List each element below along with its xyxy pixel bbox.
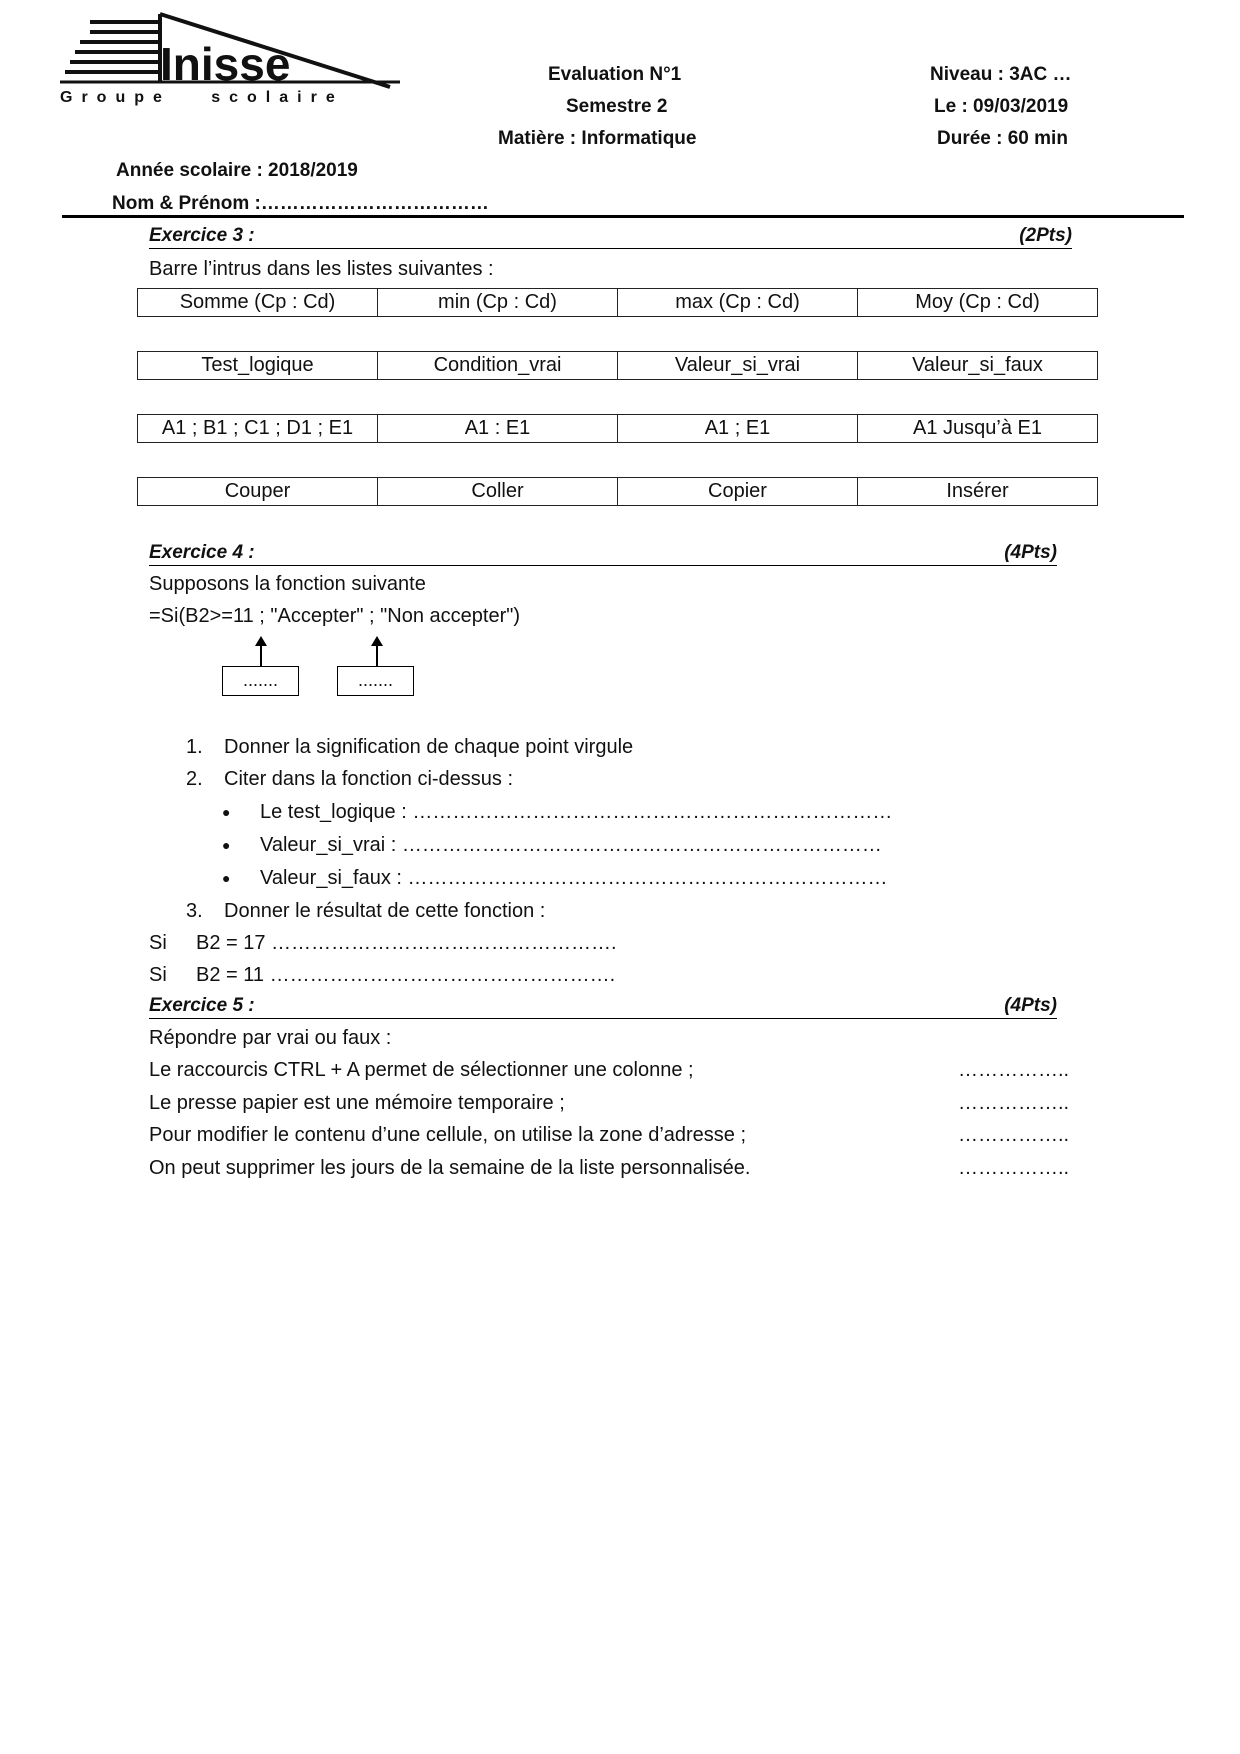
answer-blank[interactable]: …………….. — [958, 1157, 1070, 1179]
bullet-icon: ● — [222, 870, 231, 886]
bullet-icon: ● — [222, 804, 231, 820]
option-cell[interactable]: Test_logique — [138, 352, 378, 380]
option-cell[interactable]: Couper — [138, 478, 378, 506]
question-3: Donner le résultat de cette fonction : — [224, 900, 546, 922]
question-1: Donner la signification de chaque point virgule — [224, 736, 634, 758]
result-b2-17: B2 = 17 ……………………………………………. — [196, 932, 617, 954]
niveau: Niveau : 3AC … — [930, 64, 1072, 85]
school-logo — [60, 12, 400, 112]
question-2: Citer dans la fonction ci-dessus : — [224, 768, 514, 790]
exam-date: Le : 09/03/2019 — [934, 96, 1069, 117]
option-cell[interactable]: Coller — [378, 478, 618, 506]
exercice-5-title — [149, 994, 1057, 1019]
option-cell[interactable]: A1 : E1 — [378, 415, 618, 443]
option-cell[interactable]: Valeur_si_faux — [858, 352, 1098, 380]
exercice-3-instruction: Barre l’intrus dans les listes suivantes : — [149, 258, 494, 280]
bullet-test-logique: Le test_logique : ……………………………………………………………… — [260, 801, 893, 823]
annee-scolaire: Année scolaire : 2018/2019 — [116, 160, 358, 181]
answer-box-1[interactable]: ....... — [222, 666, 299, 696]
option-cell[interactable]: min (Cp : Cd) — [378, 289, 618, 317]
option-list-3 — [137, 414, 1098, 443]
arrow-shaft — [376, 644, 378, 666]
answer-blank[interactable]: …………….. — [958, 1124, 1070, 1146]
matiere: Matière : Informatique — [498, 128, 697, 149]
logo-subtitle: Groupe scolaire — [60, 89, 344, 106]
question-3-number: 3. — [186, 900, 203, 922]
exercice-5-instruction: Répondre par vrai ou faux : — [149, 1027, 392, 1049]
bullet-valeur-si-vrai: Valeur_si_vrai : ……………………………………………………………… — [260, 834, 882, 856]
answer-blank[interactable]: …………….. — [958, 1092, 1070, 1114]
si-label: Si — [149, 932, 167, 954]
question-1-number: 1. — [186, 736, 203, 758]
bullet-valeur-si-faux: Valeur_si_faux : ……………………………………………………………… — [260, 867, 888, 889]
evaluation-title: Evaluation N°1 — [548, 64, 682, 85]
option-cell[interactable]: Valeur_si_vrai — [618, 352, 858, 380]
option-cell[interactable]: Copier — [618, 478, 858, 506]
arrow-shaft — [260, 644, 262, 666]
option-list-2 — [137, 351, 1098, 380]
exercice-5-points: (4Pts) — [1004, 995, 1057, 1016]
semestre: Semestre 2 — [566, 96, 668, 117]
statement-2: Le presse papier est une mémoire temporaire ; — [149, 1092, 565, 1114]
exercice-4-label: Exercice 4 : — [149, 542, 255, 563]
option-cell[interactable]: A1 Jusqu’à E1 — [858, 415, 1098, 443]
answer-box-2[interactable]: ....... — [337, 666, 414, 696]
formula: =Si(B2>=11 ; "Accepter" ; "Non accepter") — [149, 605, 520, 627]
option-list-4 — [137, 477, 1098, 506]
si-label: Si — [149, 964, 167, 986]
statement-3: Pour modifier le contenu d’une cellule, on utilise la zone d’adresse ; — [149, 1124, 747, 1146]
exercice-3-label: Exercice 3 : — [149, 225, 255, 246]
logo-name: Inisse — [160, 38, 291, 90]
answer-blank[interactable]: …………….. — [958, 1059, 1070, 1081]
nom-prenom: Nom & Prénom :……………………………… — [112, 193, 489, 214]
option-cell[interactable]: Moy (Cp : Cd) — [858, 289, 1098, 317]
header-rule — [62, 215, 1184, 218]
statement-4: On peut supprimer les jours de la semaine de la liste personnalisée. — [149, 1157, 751, 1179]
statement-1: Le raccourcis CTRL + A permet de sélectionner une colonne ; — [149, 1059, 694, 1081]
exercice-3-title — [149, 224, 1072, 249]
option-cell[interactable]: Insérer — [858, 478, 1098, 506]
duree: Durée : 60 min — [937, 128, 1068, 149]
option-cell[interactable]: A1 ; B1 ; C1 ; D1 ; E1 — [138, 415, 378, 443]
option-cell[interactable]: Somme (Cp : Cd) — [138, 289, 378, 317]
bullet-icon: ● — [222, 837, 231, 853]
option-cell[interactable]: A1 ; E1 — [618, 415, 858, 443]
option-list-1 — [137, 288, 1098, 317]
exercice-4-title — [149, 541, 1057, 566]
exercice-4-intro: Supposons la fonction suivante — [149, 573, 426, 595]
question-2-number: 2. — [186, 768, 203, 790]
exercice-5-label: Exercice 5 : — [149, 995, 255, 1016]
exercice-3-points: (2Pts) — [1019, 225, 1072, 246]
option-cell[interactable]: Condition_vrai — [378, 352, 618, 380]
exercice-4-points: (4Pts) — [1004, 542, 1057, 563]
result-b2-11: B2 = 11 ……………………………………………. — [196, 964, 616, 986]
option-cell[interactable]: max (Cp : Cd) — [618, 289, 858, 317]
